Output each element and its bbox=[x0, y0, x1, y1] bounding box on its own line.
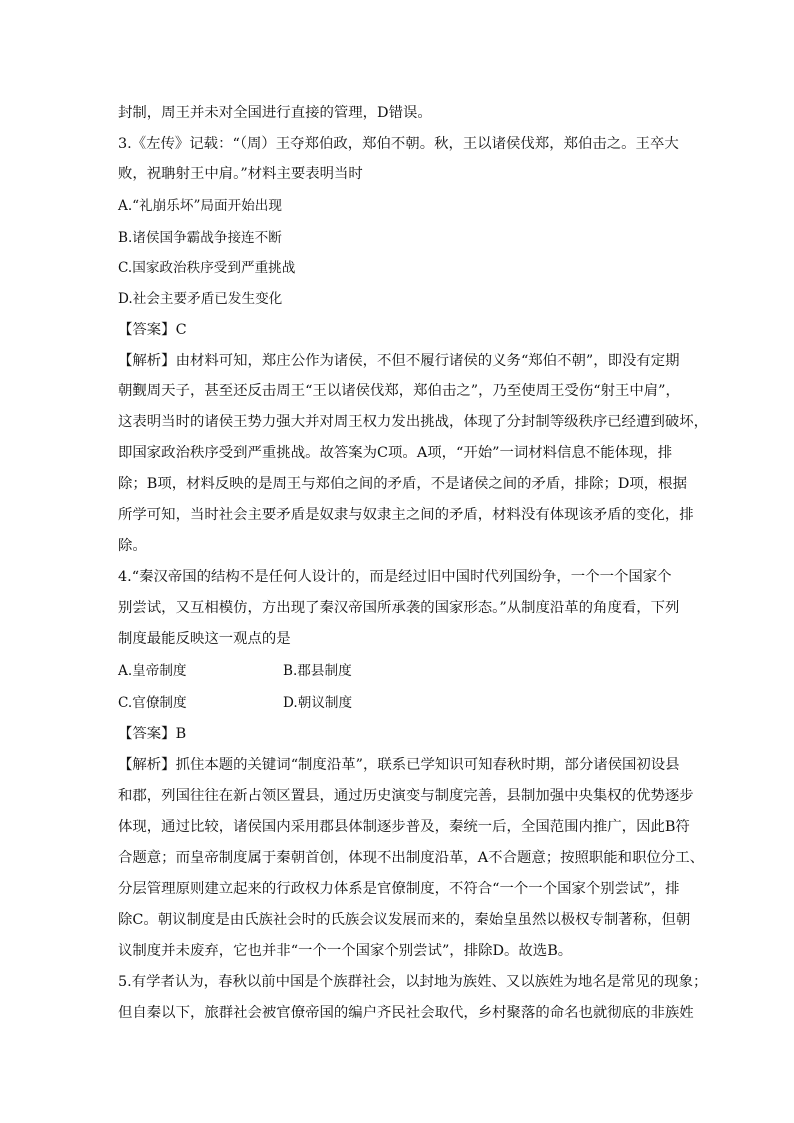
analysis-line: 【解析】由材料可知，郑庄公作为诸侯，不但不履行诸侯的义务“郑伯不朝”，即没有定期 bbox=[118, 353, 680, 369]
question-3-line-2: 败，祝聃射王中肩。”材料主要表明当时 bbox=[118, 166, 363, 182]
analysis-line: 除；B项，材料反映的是周王与郑伯之间的矛盾，不是诸侯之间的矛盾，排除；D项，根据 bbox=[118, 476, 687, 492]
analysis-line: 即国家政治秩序受到严重挑战。故答案为C项。A项，“开始”一词材料信息不能体现，排 bbox=[118, 445, 673, 461]
question-5-line: 但自秦以下，旅群社会被官僚帝国的编户齐民社会取代，乡村聚落的命名也就彻底的非族姓 bbox=[118, 1005, 694, 1021]
analysis-line: 这表明当时的诸侯王势力强大并对周王权力发出挑战，体现了分封制等级秩序已经遭到破坏， bbox=[118, 414, 709, 430]
analysis-line: 除C。朝议制度是由氏族社会时的氏族会议发展而来的，秦始皇虽然以极权专制著称，但朝 bbox=[118, 912, 691, 928]
option-a: A.“礼崩乐坏”局面开始出现 bbox=[118, 198, 282, 214]
analysis-line: 议制度并未废弃，它也并非“一个一个国家个别尝试”，排除D。故选B。 bbox=[118, 943, 573, 959]
analysis-line: 所学可知，当时社会主要矛盾是奴隶与奴隶主之间的矛盾，材料没有体现该矛盾的变化，排 bbox=[118, 507, 694, 523]
question-4-line: 4.“秦汉帝国的结构不是任何人设计的，而是经过旧中国时代列国纷争，一个一个国家个 bbox=[118, 569, 672, 585]
options-row-1 bbox=[118, 661, 680, 681]
analysis-line: 体现，通过比较，诸侯国内采用郡县体制逐步普及，秦统一后，全国范围内推广，因此B符 bbox=[118, 819, 690, 835]
question-3-stem bbox=[118, 134, 680, 154]
answer-label: 【答案】B bbox=[118, 726, 187, 742]
analysis-line: 朝觐周天子，甚至还反击周王“王以诸侯伐郑，郑伯击之”，乃至使周王受伤“射王中肩”， bbox=[118, 383, 680, 399]
question-4-line: 别尝试，又互相模仿，方出现了秦汉帝国所承袭的国家形态。”从制度沿革的角度看，下列 bbox=[118, 600, 680, 616]
option-b: B.郡县制度 bbox=[283, 663, 352, 679]
option-d: D.社会主要矛盾已发生变化 bbox=[118, 291, 283, 307]
option-a: A.皇帝制度 bbox=[118, 663, 187, 679]
option-b: B.诸侯国争霸战争接连不断 bbox=[118, 230, 282, 246]
answer-label: 【答案】C bbox=[118, 322, 187, 338]
analysis-line: 除。 bbox=[118, 538, 147, 554]
option-c: C.官僚制度 bbox=[118, 695, 187, 711]
option-c: C.国家政治秩序受到严重挑战 bbox=[118, 260, 296, 276]
analysis-line: 合题意；而皇帝制度属于秦朝首创，体现不出制度沿革，A不合题意；按照职能和职位分工、 bbox=[118, 850, 705, 866]
text-line: 封制，周王并未对全国进行直接的管理，D错误。 bbox=[118, 105, 432, 121]
analysis-line: 和郡，列国往往在新占领区置县，通过历史演变与制度完善，县制加强中央集权的优势逐步 bbox=[118, 788, 694, 804]
question-3-line-1: 3.《左传》记载：“（周）王夺郑伯政，郑伯不朝。秋，王以诸侯伐郑，郑伯击之。王卒大 bbox=[118, 136, 679, 152]
question-4-line: 制度最能反映这一观点的是 bbox=[118, 631, 291, 647]
analysis-line: 分层管理原则建立起来的行政权力体系是官僚制度，不符合“一个一个国家个别尝试”，排 bbox=[118, 881, 680, 897]
option-d: D.朝议制度 bbox=[283, 695, 353, 711]
question-5-line: 5.有学者认为，春秋以前中国是个族群社会，以封地为族姓、又以族姓为地名是常见的现象； bbox=[118, 974, 708, 990]
analysis-line: 【解析】抓住本题的关键词“制度沿革”，联系已学知识可知春秋时期，部分诸侯国初设县 bbox=[118, 757, 680, 773]
options-row-2 bbox=[118, 693, 680, 713]
